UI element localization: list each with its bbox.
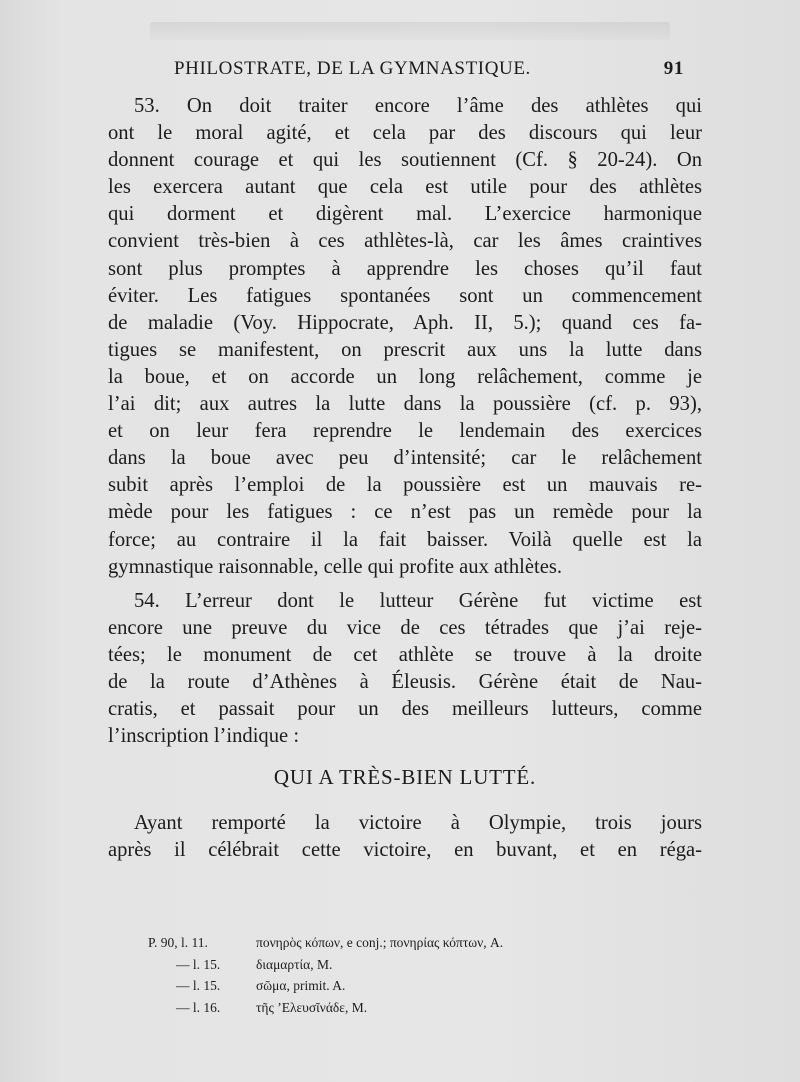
text-line: qui dorment et digèrent mal. L’exercice harmonique: [108, 203, 702, 226]
text-line: 53. On doit traiter encore l’âme des athlètes qui: [134, 95, 702, 117]
text-line: convient très-bien à ces athlètes-là, car les âmes craintives: [108, 230, 702, 253]
note-text: πονηρὸς κόπων, e conj.; πονηρίας κόπτων, A.: [256, 935, 504, 950]
running-head: [174, 58, 684, 82]
text-line: donnent courage et qui les soutiennent (Cf. § 20-24). On: [108, 149, 702, 172]
text-line: Ayant remporté la victoire à Olympie, trois jours: [134, 812, 702, 835]
note-line: [148, 997, 628, 1019]
note-reference: P. 90, l. 11.: [148, 935, 208, 950]
text-line: de la route d’Athènes à Éleusis. Gérène était de Nau-: [108, 670, 702, 693]
text-line: éviter. Les fatigues spontanées sont un commencement: [108, 284, 702, 307]
paragraph-53: [108, 93, 702, 581]
note-text: διαμαρτία, M.: [256, 956, 333, 972]
text-line: cratis, et passait pour un des meilleurs lutteurs, comme: [108, 698, 702, 721]
note-text: τῆς ’Ελευσῖνάδε, M.: [256, 999, 368, 1015]
note-line: [148, 954, 628, 976]
body-text: [108, 93, 702, 864]
note-reference: — l. 15.: [176, 978, 221, 993]
critical-notes: [148, 932, 628, 1018]
text-line: ont le moral agité, et cela par des discours qui leur: [108, 122, 702, 145]
text-line: force; au contraire il la fait baisser. Voilà quelle est la: [108, 528, 702, 551]
text-line: tées; le monument de cet athlète se trouve à la droite: [108, 643, 702, 666]
text-line: les exercera autant que cela est utile pour des athlètes: [108, 176, 702, 199]
text-line: l’inscription l’indique :: [108, 725, 300, 748]
text-line: l’ai dit; aux autres la lutte dans la poussière (cf. p. 93),: [108, 393, 702, 416]
text-line: la boue, et on accorde un long relâchement, comme je: [108, 365, 702, 388]
show-through-text: [150, 22, 670, 40]
text-line: 54. L’erreur dont le lutteur Gérène fut victime est: [134, 589, 702, 612]
inscription-heading: QUI A TRÈS-BIEN LUTTÉ.: [273, 765, 537, 790]
note-line: [148, 932, 628, 954]
paragraph-continuation: [108, 810, 702, 864]
note-text: σῶμα, primit. A.: [256, 978, 346, 993]
text-line: mède pour les fatigues : ce n’est pas un remède pour la: [108, 501, 702, 524]
text-line: sont plus promptes à apprendre les choses qu’il faut: [108, 257, 702, 280]
note-reference: — l. 16.: [176, 999, 221, 1015]
paragraph-54: [108, 588, 702, 751]
page-number: 91: [663, 58, 684, 79]
running-title: PHILOSTRATE, DE LA GYMNASTIQUE.: [174, 58, 531, 79]
text-line: gymnastique raisonnable, celle qui profite aux athlètes.: [108, 555, 563, 578]
note-reference: — l. 15.: [176, 956, 221, 972]
text-line: encore une preuve du vice de ces tétrades que j’ai reje-: [108, 616, 702, 639]
text-line: dans la boue avec peu d’intensité; car le relâchement: [108, 447, 702, 470]
text-line: et on leur fera reprendre le lendemain des exercices: [108, 420, 702, 443]
text-line: de maladie (Voy. Hippocrate, Aph. II, 5.); quand ces fa-: [108, 311, 702, 334]
note-line: [148, 975, 628, 997]
text-line: après il célébrait cette victoire, en buvant, et en réga-: [108, 839, 702, 862]
text-line: subit après l’emploi de la poussière est un mauvais re-: [108, 474, 702, 497]
text-line: tigues se manifestent, on prescrit aux uns la lutte dans: [108, 338, 702, 361]
